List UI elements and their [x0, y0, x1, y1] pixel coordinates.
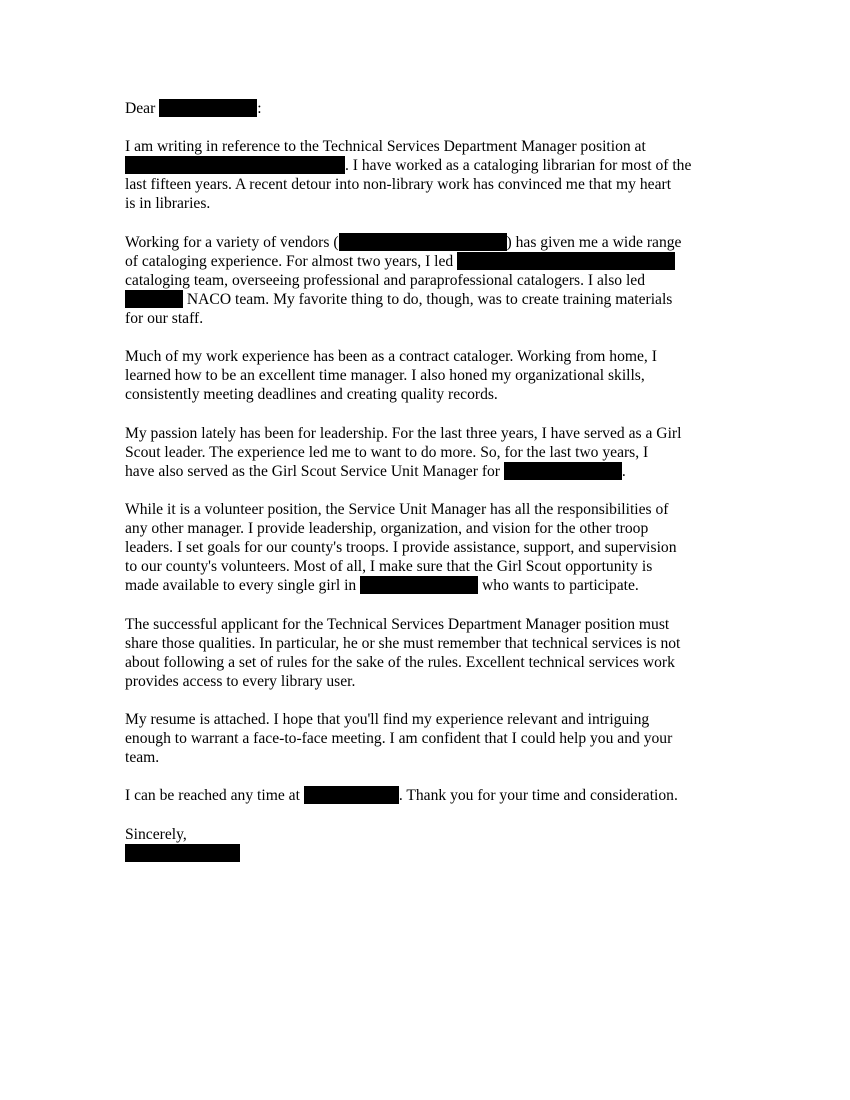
closing: Sincerely,	[125, 825, 187, 843]
salutation-prefix: Dear	[125, 100, 156, 117]
text-line: I am writing in reference to the Technical Services Department Manager position at	[125, 138, 646, 156]
text-line: to our county's volunteers. Most of all, I make sure that the Girl Scout opportunity is	[125, 558, 653, 576]
text-line: cataloging team, overseeing professional and paraprofessional catalogers. I also led	[125, 271, 646, 289]
redacted-phone-number	[304, 786, 399, 804]
text-line: enough to warrant a face-to-face meeting. I am confident that I could help you and your	[125, 730, 673, 748]
redacted-recipient-name	[159, 99, 257, 117]
text-line: leaders. I set goals for our county's troops. I provide assistance, support, and supervision	[125, 539, 677, 557]
text-line: provides access to every library user.	[125, 672, 356, 690]
paragraph-contract-work	[125, 347, 735, 404]
text-line: Much of my work experience has been as a contract cataloger. Working from home, I	[125, 348, 657, 366]
redacted-county-name	[504, 462, 622, 480]
text-line: share those qualities. In particular, he or she must remember that technical services is not	[125, 634, 681, 652]
text-line: My resume is attached. I hope that you'll find my experience relevant and intriguing	[125, 711, 650, 728]
redacted-organization	[125, 290, 183, 308]
redacted-team-name	[457, 252, 675, 270]
text-line: While it is a volunteer position, the Service Unit Manager has all the responsibilities of	[125, 500, 669, 518]
text-line: learned how to be an excellent time manager. I also honed my organizational skills,	[125, 367, 645, 385]
signature-line	[125, 844, 735, 863]
paragraph-intro	[125, 137, 735, 213]
paragraph-leadership	[125, 424, 735, 481]
signature-block	[125, 825, 735, 863]
text-line: Working for a variety of vendors ( ) has given me a wide range	[125, 233, 682, 251]
paragraph-qualities	[125, 615, 735, 691]
text-line: is in libraries.	[125, 195, 211, 213]
text-line: consistently meeting deadlines and creating quality records.	[125, 386, 498, 404]
paragraph-contact: I can be reached any time at . Thank you for your time and consideration.	[125, 787, 678, 805]
paragraph-vendors	[125, 233, 735, 328]
text-line: have also served as the Girl Scout Service Unit Manager for .	[125, 462, 626, 480]
redacted-institution-name	[125, 156, 345, 174]
redacted-county-name	[360, 576, 478, 594]
text-line: . I have worked as a cataloging librarian for most of the	[125, 156, 735, 175]
text-line: The successful applicant for the Technical Services Department Manager position must	[125, 615, 670, 633]
salutation	[125, 99, 735, 118]
paragraph-service-unit	[125, 500, 735, 595]
redacted-signature-name	[125, 844, 240, 862]
redacted-vendor-names	[339, 233, 507, 251]
salutation-suffix: :	[257, 100, 262, 117]
text-line: any other manager. I provide leadership, organization, and vision for the other troop	[125, 520, 649, 538]
text-line: about following a set of rules for the sake of the rules. Excellent technical services work	[125, 653, 675, 671]
text-line: NACO team. My favorite thing to do, though, was to create training materials	[125, 290, 735, 309]
text-line: for our staff.	[125, 310, 204, 328]
text-line: last fifteen years. A recent detour into non-library work has convinced me that my heart	[125, 176, 672, 194]
text-line: made available to every single girl in who wants to participate.	[125, 577, 639, 595]
paragraph-resume	[125, 710, 735, 767]
text-line: My passion lately has been for leadership. For the last three years, I have served as a Girl	[125, 424, 682, 442]
text-line: Scout leader. The experience led me to want to do more. So, for the last two years, I	[125, 443, 649, 461]
cover-letter	[125, 99, 735, 863]
text-line: of cataloging experience. For almost two years, I led	[125, 252, 735, 271]
text-line: team.	[125, 749, 160, 767]
